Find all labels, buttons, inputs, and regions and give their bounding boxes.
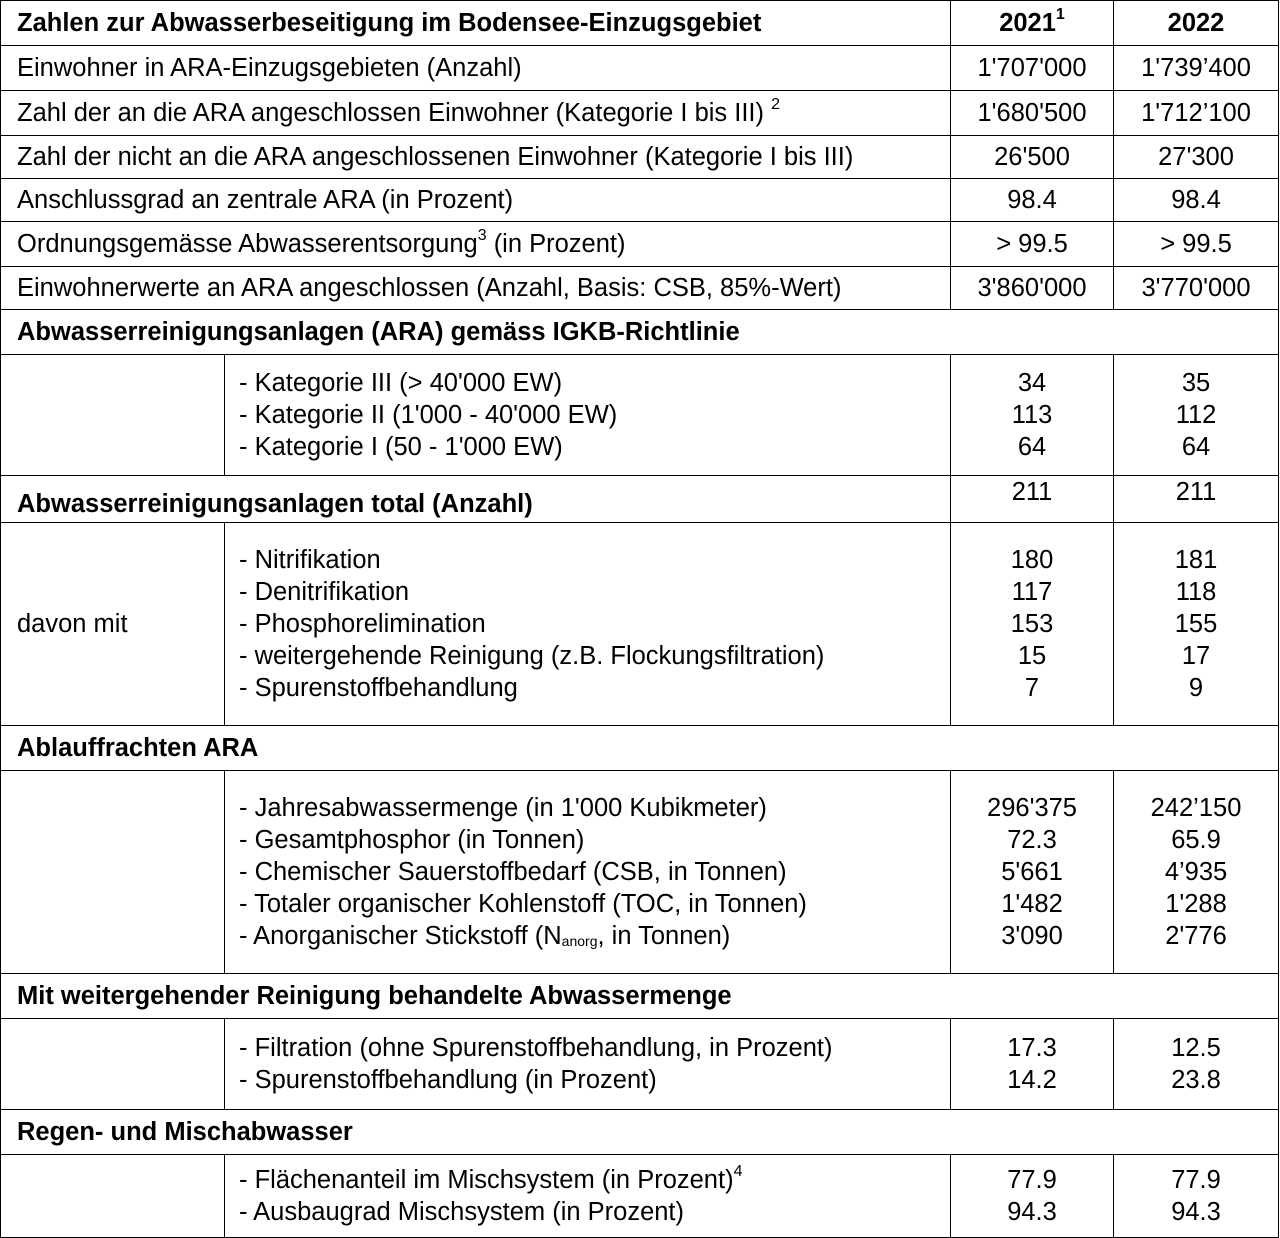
table-row <box>1 91 1279 136</box>
values-2022 <box>1114 523 1279 726</box>
section-heading: Mit weitergehender Reinigung behandelte Abwassermenge <box>1 974 1279 1019</box>
empty-cell <box>1 1155 225 1238</box>
values-2022 <box>1114 1155 1279 1238</box>
value: 2'776 <box>1165 922 1227 950</box>
value: 4’935 <box>1164 858 1228 886</box>
values-2022 <box>1114 355 1279 476</box>
section-heading: Abwasserreinigungsanlagen (ARA) gemäss IGKB-Richtlinie <box>1 310 1279 355</box>
value: 153 <box>1010 610 1054 638</box>
value: 1'482 <box>1001 890 1063 918</box>
row-label-cell <box>1 91 951 136</box>
value: 180 <box>1010 546 1054 574</box>
label-part: - Flächenanteil im Mischsystem (in Prozent) <box>239 1166 734 1194</box>
value: 242’150 <box>1150 794 1242 822</box>
value: 64 <box>1017 433 1047 461</box>
value: 5'661 <box>1001 858 1063 886</box>
list-item: - Kategorie III (> 40'000 EW) <box>239 369 563 397</box>
value: 9 <box>1188 674 1204 702</box>
value-2021: 26'500 <box>951 136 1114 179</box>
table-row <box>1 1155 1279 1238</box>
table-row <box>1 476 1279 523</box>
value: 117 <box>1011 578 1053 606</box>
table-header-row <box>1 1 1279 46</box>
value: 3'090 <box>1001 922 1063 950</box>
values-2021 <box>951 1155 1114 1238</box>
value: 118 <box>1175 578 1217 606</box>
value: 181 <box>1174 546 1218 574</box>
footnote-4-marker: 4 <box>733 1163 743 1180</box>
treatment-share-labels <box>225 1019 951 1110</box>
value-2022: > 99.5 <box>1114 222 1279 267</box>
value: 113 <box>1011 401 1053 429</box>
list-item: - Filtration (ohne Spurenstoffbehandlung, in Prozent) <box>239 1034 833 1062</box>
category-labels <box>225 355 951 476</box>
value: 14.2 <box>1007 1066 1057 1094</box>
row-label: Zahl der nicht an die ARA angeschlossenen Einwohner (Kategorie I bis III) <box>1 136 951 179</box>
value: 94.3 <box>1007 1198 1057 1226</box>
section-heading-row <box>1 1110 1279 1155</box>
value: 155 <box>1174 610 1218 638</box>
list-item: - Phosphorelimination <box>239 610 486 638</box>
table-row <box>1 267 1279 310</box>
value-2022: 3'770'000 <box>1114 267 1279 310</box>
value: 7 <box>1024 674 1040 702</box>
values-2022 <box>1114 1019 1279 1110</box>
table-row <box>1 179 1279 222</box>
year-2022-header: 2022 <box>1114 1 1279 46</box>
subscript: anorg <box>561 933 598 949</box>
load-labels <box>225 771 951 974</box>
empty-cell <box>1 1019 225 1110</box>
stormwater-labels <box>225 1155 951 1238</box>
value: 64 <box>1181 433 1211 461</box>
value-2021: 1'680'500 <box>951 91 1114 136</box>
value: 72.3 <box>1007 826 1057 854</box>
table-row <box>1 355 1279 476</box>
section-heading: Ablauffrachten ARA <box>1 726 1279 771</box>
year-2021-header <box>951 1 1114 46</box>
values-2021 <box>951 1019 1114 1110</box>
footnote-2-marker: 2 <box>771 96 780 113</box>
value: 112 <box>1175 401 1217 429</box>
empty-cell <box>1 771 225 974</box>
value: 65.9 <box>1171 826 1221 854</box>
value-2022: 98.4 <box>1114 179 1279 222</box>
list-item <box>239 1164 950 1196</box>
values-2021 <box>951 523 1114 726</box>
value: 17 <box>1181 642 1211 670</box>
value-2022: 211 <box>1114 476 1279 523</box>
list-item: - Gesamtphosphor (in Tonnen) <box>239 826 585 854</box>
list-item: - weitergehende Reinigung (z.B. Flockungsfiltration) <box>239 642 825 670</box>
table-row <box>1 222 1279 267</box>
value: 77.9 <box>1007 1166 1057 1194</box>
row-label: Zahl der an die ARA angeschlossen Einwohner (Kategorie I bis III) <box>17 99 772 127</box>
footnote-3-marker: 3 <box>477 227 487 244</box>
row-label: Einwohnerwerte an ARA angeschlossen (Anzahl, Basis: CSB, 85%-Wert) <box>1 267 951 310</box>
table-row <box>1 46 1279 91</box>
values-2021 <box>951 355 1114 476</box>
values-2022 <box>1114 771 1279 974</box>
value: 15 <box>1017 642 1047 670</box>
list-item: - Nitrifikation <box>239 546 381 574</box>
table-row <box>1 1019 1279 1110</box>
value: 34 <box>1017 369 1047 397</box>
table-row <box>1 771 1279 974</box>
year-2021-label: 2021 <box>999 9 1056 37</box>
list-item: - Kategorie I (50 - 1'000 EW) <box>239 433 563 461</box>
list-item: - Ausbaugrad Mischsystem (in Prozent) <box>239 1198 685 1226</box>
section-heading-row <box>1 726 1279 771</box>
treatment-labels <box>225 523 951 726</box>
value-2021: 3'860'000 <box>951 267 1114 310</box>
value-2022: 27'300 <box>1114 136 1279 179</box>
values-2021 <box>951 771 1114 974</box>
row-label: Ordnungsgemässe Abwasserentsorgung <box>17 230 478 258</box>
list-item: - Kategorie II (1'000 - 40'000 EW) <box>239 401 618 429</box>
value: 35 <box>1181 369 1211 397</box>
label-part: - Anorganischer Stickstoff (N <box>239 922 562 950</box>
row-label-cell <box>1 222 951 267</box>
section-heading-row <box>1 974 1279 1019</box>
value-2022: 1'739’400 <box>1114 46 1279 91</box>
value-2021: > 99.5 <box>951 222 1114 267</box>
row-label: Einwohner in ARA-Einzugsgebieten (Anzahl) <box>1 46 951 91</box>
label-part: , in Tonnen) <box>597 922 731 950</box>
list-item: - Totaler organischer Kohlenstoff (TOC, in Tonnen) <box>239 890 807 918</box>
value: 23.8 <box>1171 1066 1221 1094</box>
table-row <box>1 523 1279 726</box>
value: 296'375 <box>987 794 1077 822</box>
value: 94.3 <box>1171 1198 1221 1226</box>
section-heading: Abwasserreinigungsanlagen total (Anzahl) <box>1 476 951 523</box>
footnote-1-marker: 1 <box>1055 6 1065 23</box>
row-label-suffix: (in Prozent) <box>486 230 626 258</box>
empty-cell <box>1 355 225 476</box>
list-item: - Jahresabwassermenge (in 1'000 Kubikmeter) <box>239 794 767 822</box>
side-label: davon mit <box>1 523 225 726</box>
value: 1'288 <box>1165 890 1227 918</box>
table-row <box>1 136 1279 179</box>
value-2021: 211 <box>951 476 1114 523</box>
value: 17.3 <box>1007 1034 1057 1062</box>
value-2022: 1'712’100 <box>1114 91 1279 136</box>
list-item: - Denitrifikation <box>239 578 410 606</box>
list-item: - Chemischer Sauerstoffbedarf (CSB, in Tonnen) <box>239 858 787 886</box>
value-2021: 98.4 <box>951 179 1114 222</box>
list-item <box>239 920 950 952</box>
list-item: - Spurenstoffbehandlung <box>239 674 518 702</box>
value: 12.5 <box>1171 1034 1221 1062</box>
value-2021: 1'707'000 <box>951 46 1114 91</box>
section-heading-row <box>1 310 1279 355</box>
row-label: Anschlussgrad an zentrale ARA (in Prozent) <box>1 179 951 222</box>
list-item: - Spurenstoffbehandlung (in Prozent) <box>239 1066 657 1094</box>
table-title: Zahlen zur Abwasserbeseitigung im Bodensee-Einzugsgebiet <box>1 1 951 46</box>
value: 77.9 <box>1171 1166 1221 1194</box>
section-heading: Regen- und Mischabwasser <box>1 1110 1279 1155</box>
